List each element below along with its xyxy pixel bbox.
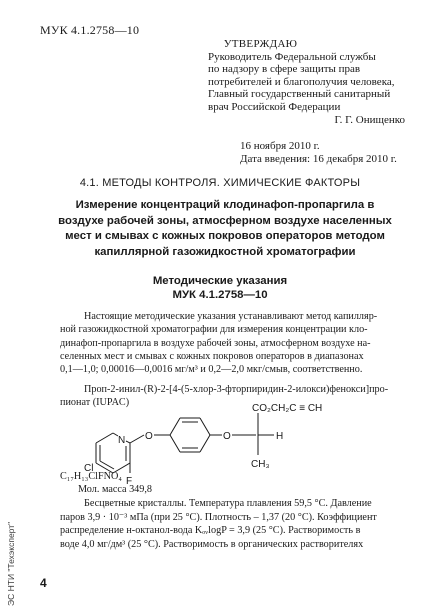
page-number: 4: [40, 576, 47, 590]
approval-date: 16 ноября 2010 г.: [240, 140, 320, 152]
approval-line: врач Российской Федерации: [208, 100, 341, 113]
nitrogen-atom: N: [118, 435, 126, 446]
dates-block: [240, 140, 397, 166]
approval-line: потребителей и благополучия человека,: [208, 75, 395, 88]
guidelines-code: МУК 4.1.2758—10: [172, 289, 268, 301]
document-title: [30, 198, 420, 260]
title-line: Измерение концентраций клодинафоп-пропаргила в: [75, 199, 375, 211]
approval-block: [208, 38, 433, 126]
approval-title: УТВЕРЖДАЮ: [223, 38, 298, 50]
empirical-formula: C₁₇H₁₃ClFNO₄: [60, 471, 122, 482]
approval-line: Главный государственный санитарный: [208, 88, 391, 101]
properties-paragraph: [60, 497, 432, 551]
paragraph-line: селенных мест и смывах с кожных покровов операторов в диапазонах: [60, 350, 364, 362]
paragraph-line: воде 4,0 мг/дм³ (25 °С). Растворимость в органических растворителях: [60, 538, 364, 550]
ester-group: CO₂CH₂C ≡ CH: [252, 403, 323, 414]
effective-date: Дата введения: 16 декабря 2010 г.: [240, 153, 397, 165]
paragraph-line: 0,1—1,0; 0,00016—0,0016 мг/м³ и 0,2—2,0 мкг/смыв, соответственно.: [60, 364, 363, 376]
title-line: мест и смывах с кожных покровов операторов методом: [65, 230, 385, 242]
section-title: 4.1. МЕТОДЫ КОНТРОЛЯ. ХИМИЧЕСКИЕ ФАКТОРЫ: [79, 177, 361, 189]
paragraph-line: динафоп-пропаргила в воздухе рабочей зоны, атмосферном воздухе на-: [60, 337, 371, 349]
oxygen-atom-1: O: [145, 431, 153, 442]
approval-line: по надзору в сфере защиты прав: [208, 63, 361, 76]
chlorine-atom: Cl: [84, 463, 94, 474]
approval-line: Руководитель Федеральной службы: [208, 50, 376, 63]
chemical-name-line: пионат (IUPAC): [60, 397, 130, 409]
guidelines-label: Методические указания: [152, 275, 288, 287]
chemical-name-line: Проп-2-инил-(R)-2-[4-(5-хлор-3-фторпиридин-2-илокси)фенокси]про-: [84, 384, 389, 395]
paragraph-line: паров 3,9 · 10⁻³ мПа (при 25 °С). Плотность – 1,37 (20 °С). Коэффициент: [60, 511, 377, 523]
title-line: капиллярной газожидкостной хроматографии: [94, 245, 356, 258]
side-watermark-label: ЭС НТИ "Техэксперт": [6, 521, 16, 606]
benzene-ring: [170, 418, 210, 452]
fluorine-atom: F: [126, 476, 133, 487]
oxygen-atom-2: O: [223, 431, 231, 442]
document-code-header: МУК 4.1.2758—10: [40, 23, 140, 37]
intro-paragraph: [60, 310, 432, 376]
molar-mass: Мол. масса 349,8: [78, 484, 152, 495]
methyl-group: CH₃: [251, 459, 270, 470]
title-line: воздухе рабочей зоны, атмосферном воздухе населенных: [58, 214, 392, 227]
approval-signer: Г. Г. Онищенко: [334, 113, 405, 126]
formula-block: [60, 470, 152, 496]
hydrogen-atom: H: [276, 431, 284, 442]
paragraph-line: Бесцветные кристаллы. Температура плавления 59,5 °С. Давление: [84, 498, 372, 509]
paragraph-line: Настоящие методические указания устанавливают метод капилляр-: [84, 311, 378, 322]
guidelines-heading: [0, 274, 440, 302]
ether-bond: [130, 435, 144, 443]
paragraph-line: распределение н-октанол-вода KₒᵥlogP = 3,9 (25 °С). Растворимость в: [60, 525, 361, 536]
paragraph-line: ной газожидкостной хроматографии для измерения концентрации кло-: [60, 324, 368, 336]
